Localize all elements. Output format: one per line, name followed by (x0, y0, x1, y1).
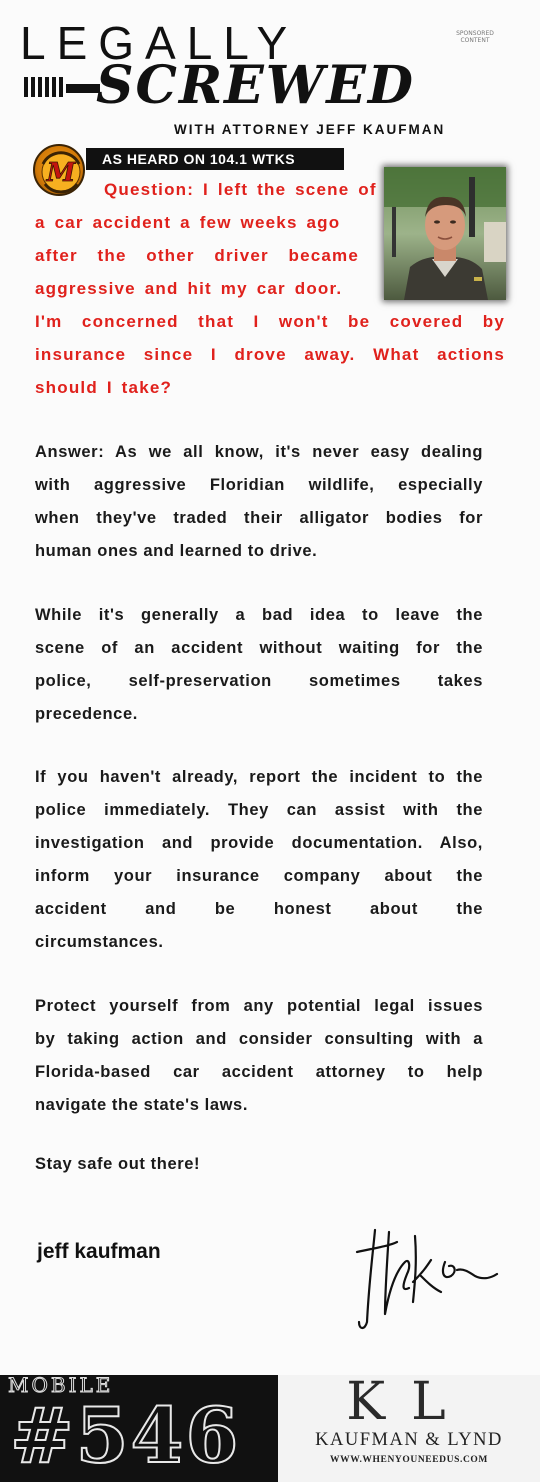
attorney-photo (384, 167, 506, 300)
sponsored-content-label: SPONSORED CONTENT (456, 30, 494, 44)
answer-line: If you haven't already, report the incident to the (35, 768, 483, 786)
stripe-decoration (24, 77, 68, 97)
dash-decoration (66, 84, 100, 93)
firm-url: WWW.WHENYOUNEEDUS.COM (330, 1455, 488, 1465)
answer-line: Answer: As we all know, it's never easy dealing (35, 443, 483, 461)
question-line: insurance since I drove away. What actions (35, 345, 505, 364)
firm-name: KAUFMAN & LYND (315, 1430, 503, 1450)
heard-on-banner: AS HEARD ON 104.1 WTKS (86, 148, 344, 170)
firm-initials-logo: KL (346, 1372, 472, 1432)
subtitle-with-attorney: WITH ATTORNEY JEFF KAUFMAN (174, 122, 446, 137)
answer-line: Florida-based car accident attorney to help (35, 1063, 483, 1081)
answer-line: While it's generally a bad idea to leave the (35, 606, 483, 624)
answer-paragraph (35, 436, 483, 568)
answer-line: investigation and provide documentation. Also, (35, 834, 483, 852)
answer-line: police immediately. They can assist with the (35, 801, 483, 819)
answer-paragraph (35, 599, 483, 731)
title-screwed: SCREWED (96, 55, 415, 116)
answer-line: Protect yourself from any potential legal issues (35, 997, 483, 1015)
answer-line: police, self-preservation sometimes takes (35, 672, 483, 690)
answer-line: precedence. (35, 705, 138, 723)
answer-line: human ones and learned to drive. (35, 542, 318, 560)
mobile-label: MOBILE (8, 1373, 114, 1397)
answer-paragraph (35, 761, 483, 959)
question-line: aggressive and hit my car door. (35, 279, 343, 298)
question-line: after the other driver became (35, 246, 359, 265)
question-line: Question: I left the scene of (104, 180, 377, 199)
masters-radio-logo-icon (33, 144, 85, 196)
mobile-billboard-number: #546 (10, 1391, 241, 1480)
answer-line: accident and be honest about the (35, 900, 483, 918)
answer-paragraph (35, 990, 483, 1122)
question-line: a car accident a few weeks ago (35, 213, 341, 232)
answer-line: circumstances. (35, 933, 164, 951)
title-legally: LEGALLY (20, 17, 299, 69)
question-line: I'm concerned that I won't be covered by (35, 312, 505, 331)
answer-line: by taking action and consider consulting with a (35, 1030, 483, 1048)
signoff-name: jeff kaufman (37, 1240, 161, 1263)
answer-line: with aggressive Floridian wildlife, especially (35, 476, 483, 494)
closing-line: Stay safe out there! (35, 1155, 201, 1173)
answer-line: inform your insurance company about the (35, 867, 483, 885)
question-line: should I take? (35, 378, 173, 397)
answer-line: navigate the state's laws. (35, 1096, 249, 1114)
svg-text:M: M (46, 158, 76, 188)
answer-line: scene of an accident without waiting for the (35, 639, 483, 657)
handwritten-signature (345, 1222, 505, 1334)
answer-line: when they've traded their alligator bodies for (35, 509, 483, 527)
